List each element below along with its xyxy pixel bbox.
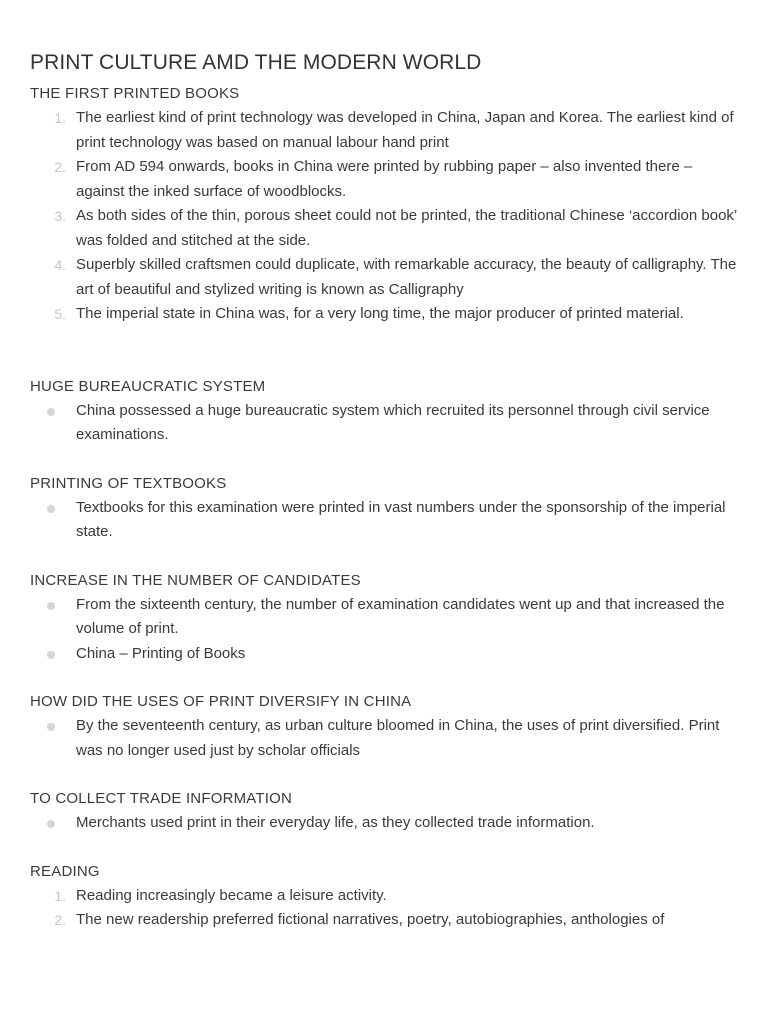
list-item-text: Textbooks for this examination were printed in vast numbers under the sponsorship of the imperial state.: [76, 498, 726, 540]
section-uses-of-print-diversify: [30, 690, 738, 763]
section-heading: THE FIRST PRINTED BOOKS: [30, 85, 240, 102]
document-title: PRINT CULTURE AMD THE MODERN WORLD: [30, 51, 482, 74]
spacer: [30, 545, 738, 569]
section-printing-of-textbooks: [30, 472, 738, 545]
list-item: [30, 642, 738, 667]
bullet-icon: [47, 723, 55, 731]
section-huge-bureaucratic-system: [30, 375, 738, 448]
list-item: [30, 106, 738, 155]
spacer: [30, 448, 738, 472]
bullet-list: [30, 811, 738, 836]
list-item: [30, 302, 738, 327]
bullet-icon: [47, 602, 55, 610]
list-item-text: The earliest kind of print technology was developed in China, Japan and Korea. The earliest kind of print technology was based on manual labour hand print: [76, 109, 734, 151]
list-item: [30, 253, 738, 302]
section-reading: [30, 860, 738, 933]
bullet-list: [30, 593, 738, 667]
numbered-list: [30, 884, 738, 933]
bullet-icon: [47, 651, 55, 659]
list-item-text: As both sides of the thin, porous sheet could not be printed, the traditional Chinese ‘accordion book’ was folded and stitched at the side.: [76, 207, 737, 249]
spacer: [30, 836, 738, 860]
list-item-text: From AD 594 onwards, books in China were printed by rubbing paper – also invented there – against the inked surface of woodblocks.: [76, 158, 693, 200]
list-number: 1.: [54, 887, 66, 904]
list-item: [30, 593, 738, 642]
list-number: 3.: [54, 208, 66, 224]
list-item: [30, 155, 738, 204]
list-item: [30, 908, 738, 933]
section-heading: HOW DID THE USES OF PRINT DIVERSIFY IN CHINA: [30, 693, 412, 710]
list-number: 4.: [54, 257, 66, 273]
section-collect-trade-information: [30, 787, 738, 836]
section-heading: PRINTING OF TEXTBOOKS: [30, 474, 227, 492]
list-item-text: By the seventeenth century, as urban culture bloomed in China, the uses of print diversified. Print was no longer used just by scholar officials: [76, 717, 720, 759]
list-item: [30, 714, 738, 763]
list-item: [30, 399, 738, 448]
list-item-text: China possessed a huge bureaucratic system which recruited its personnel through civil service examinations.: [76, 401, 710, 443]
bullet-icon: [47, 408, 55, 416]
list-item-text: Superbly skilled craftsmen could duplicate, with remarkable accuracy, the beauty of calligraphy. The art of beautiful and stylized writing is known as Calligraphy: [76, 256, 737, 298]
list-item-text: Reading increasingly became a leisure activity.: [76, 886, 387, 904]
list-item: [30, 811, 738, 836]
list-item: [30, 884, 738, 909]
list-item-text: Merchants used print in their everyday life, as they collected trade information.: [76, 814, 595, 831]
spacer: [30, 327, 738, 375]
section-heading: INCREASE IN THE NUMBER OF CANDIDATES: [30, 571, 361, 589]
bullet-icon: [47, 505, 55, 513]
section-heading: HUGE BUREAUCRATIC SYSTEM: [30, 377, 266, 395]
spacer: [30, 763, 738, 787]
list-number: 2.: [54, 912, 66, 928]
list-item-text: China – Printing of Books: [76, 644, 246, 662]
section-heading: TO COLLECT TRADE INFORMATION: [30, 790, 293, 807]
list-item-text: The imperial state in China was, for a very long time, the major producer of printed material.: [76, 305, 684, 322]
list-number: 2.: [54, 159, 66, 175]
section-heading: READING: [30, 862, 100, 880]
list-item: [30, 204, 738, 253]
section-first-printed-books: [30, 82, 738, 327]
list-number: 1.: [54, 110, 66, 126]
list-item: [30, 496, 738, 545]
bullet-list: [30, 714, 738, 763]
list-number: 5.: [54, 306, 66, 322]
list-item-text: The new readership preferred fictional narratives, poetry, autobiographies, anthologies of: [76, 911, 665, 928]
numbered-list: [30, 106, 738, 327]
bullet-list: [30, 399, 738, 448]
list-item-text: From the sixteenth century, the number of examination candidates went up and that increased the volume of print.: [76, 595, 725, 637]
spacer: [30, 666, 738, 690]
bullet-icon: [47, 820, 55, 828]
section-increase-in-candidates: [30, 569, 738, 667]
bullet-list: [30, 496, 738, 545]
